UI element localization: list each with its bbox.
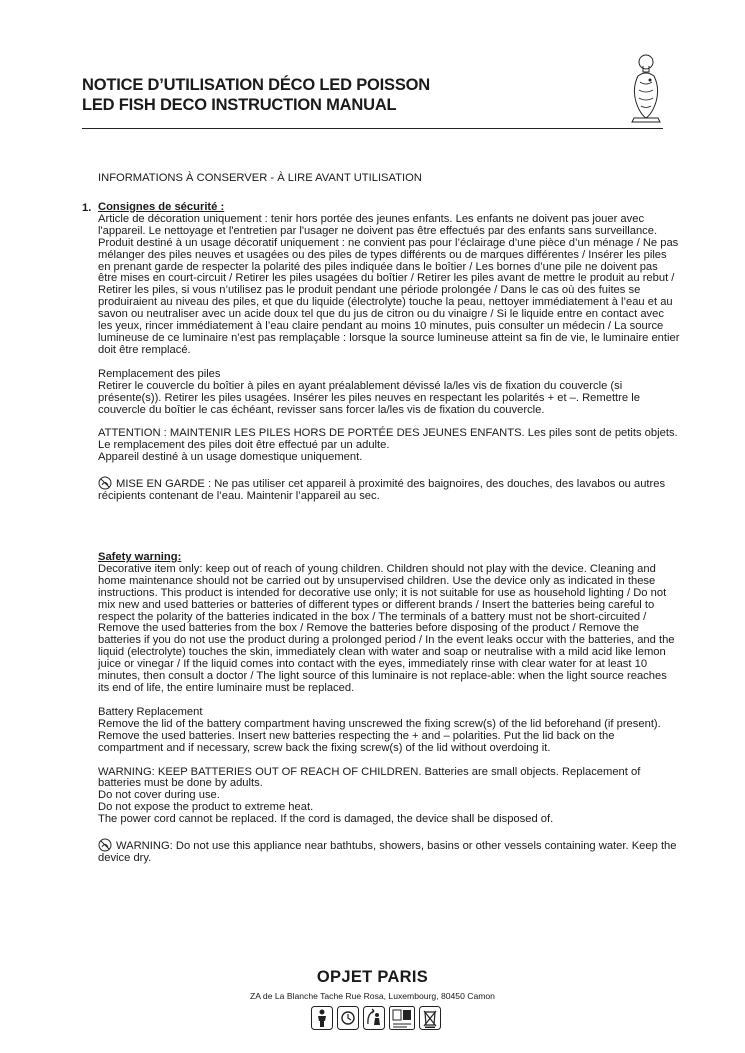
title-en: LED FISH DECO INSTRUCTION MANUAL: [82, 96, 397, 114]
french-instructions: [98, 202, 680, 503]
keep-notice: INFORMATIONS À CONSERVER - À LIRE AVANT UTILISATION: [98, 172, 422, 184]
en-safety-heading: Safety warning:: [98, 551, 182, 563]
fr-safety-text: Article de décoration uniquement : tenir hors portée des jeunes enfants. Les enfants ne doivent pas jouer avec l'appareil. Le nettoyage et l'entretien par l'usager ne doivent pas être effectués par des enfants sans surveillance. Produit destiné à un usage décoratif uniquement : ne convient pas pour l’éclairage d’une pièce d’un ménage / Ne pas mélanger des piles neuves et usagées ou des piles de types différents ou de marques différentes / Insérer les piles en prenant garde de respecter la polarité des piles indiquée dans le boîtier / Les bornes d’une pile ne doivent pas être mises en court-circuit / Retirer les piles usagées du boîtier / Retirer les piles avant de mettre le produit au rebut / Retirer les piles, si vous n’utilisez pas le produit pendant une période prolongée / Dans le cas où des fuites se produiraient au niveau des piles, et que du liquide (électrolyte) touche la peau, nettoyer immédiatement à l’eau et au savon ou neutraliser avec un acide doux tel que du jus de citron ou du vinaigre / Si le liquide entre en contact avec les yeux, rincer immédiatement à l’eau claire pendant au moins 10 minutes, puis consulter un médecin / La source lumineuse de ce luminaire n’est pas remplaçable : lorsque la source lumineuse atteint sa fin de vie, le luminaire entier doit être remplacé.: [98, 212, 680, 356]
recycling-info-icon: [389, 1006, 415, 1030]
fr-battery-heading: Remplacement des piles: [98, 367, 221, 380]
no-water-icon: [98, 476, 112, 490]
en-no-cover: Do not cover during use.: [98, 789, 220, 802]
fr-attention-line2: Appareil destiné à un usage domestique uniquement.: [98, 451, 363, 464]
en-battery-text: Remove the lid of the battery compartment having unscrewed the fixing screw(s) of the lid beforehand (if present). Remove the used batteries. Insert new batteries respecting the + and – polarities. Put the lid back on the compartment and if necessary, screw back the fixing screw(s) of the lid without overdoing it.: [98, 717, 661, 754]
weee-bin-icon: [419, 1006, 441, 1030]
en-power-cord: The power cord cannot be replaced. If the cord is damaged, the device shall be disposed of.: [98, 813, 554, 826]
fr-safety-heading: Consignes de sécurité :: [98, 201, 225, 213]
section-number: 1.: [82, 202, 92, 214]
en-safety-text: Decorative item only: keep out of reach of young children. Children should not play with the device. Cleaning and home maintenance should not be carried out by unsupervised children. Use the device only as indicated in these instructions. This product is intended for decorative use only; it is not suitable for use as household lighting / Do not mix new and used batteries or batteries of different types or different brands / Insert the batteries being careful to respect the polarity of the batteries indicated in the box / The terminals of a battery must not be short-circuited / Remove the used batteries from the box / Remove the batteries before disposing of the product / Remove the batteries if you do not use the product during a prolonged period / In the event leaks occur with the batteries, and the liquid (electrolyte) touches the skin, immediately clean with water and soap or neutralise with a mild acid like lemon juice or vinegar / If the liquid comes into contact with the eyes, immediately rinse with clear water for at least 10 minutes, then consult a doctor / The light source of this luminaire is not replace-able: when the light source reaches its end of life, the entire luminaire must be replaced.: [98, 562, 675, 694]
compliance-icons: [311, 1006, 441, 1030]
fr-warning-text: MISE EN GARDE : Ne pas utiliser cet appareil à proximité des baignoires, des douches, des lavabos ou autres récipients contenant de l’eau. Maintenir l’appareil au sec.: [98, 478, 666, 503]
en-no-heat: Do not expose the product to extreme heat.: [98, 801, 314, 814]
header-divider: [82, 128, 663, 129]
person-icon: [311, 1006, 333, 1030]
fish-lamp-icon: [628, 52, 664, 124]
fr-battery-text: Retirer le couvercle du boîtier à piles en ayant préalablement dévissé la/les vis de fixation du couvercle (si présente(s)). Retirer les piles usagées. Insérer les piles neuves en respectant les polarités + et –. Remettre le couvercle du boîtier le cas échéant, revisser sans forcer la/les vis de fixation du couvercle.: [98, 379, 640, 416]
battery-recycle-icon: [337, 1006, 359, 1030]
fr-attention-line1: ATTENTION : MAINTENIR LES PILES HORS DE PORTÉE DES JEUNES ENFANTS. Les piles sont de petits objets. Le remplacement des piles doit être effectué par un adulte.: [98, 427, 678, 452]
english-instructions: [98, 552, 680, 865]
title-fr: NOTICE D’UTILISATION DÉCO LED POISSON: [82, 76, 430, 94]
en-warning-caps: WARNING: KEEP BATTERIES OUT OF REACH OF CHILDREN. Batteries are small objects. Replacement of batteries must be done by adults.: [98, 765, 641, 790]
brand-name: OPJET PARIS: [316, 968, 429, 986]
document-title: [82, 75, 430, 115]
en-warning-text: WARNING: Do not use this appliance near bathtubs, showers, basins or other vessels containing water. Keep the device dry.: [98, 840, 677, 864]
recycle-triman-icon: [363, 1006, 385, 1030]
en-battery-heading: Battery Replacement: [98, 705, 203, 718]
company-address: ZA de La Blanche Tache Rue Rosa, Luxembourg, 80450 Camon: [250, 991, 495, 1001]
no-water-icon: [98, 838, 112, 852]
